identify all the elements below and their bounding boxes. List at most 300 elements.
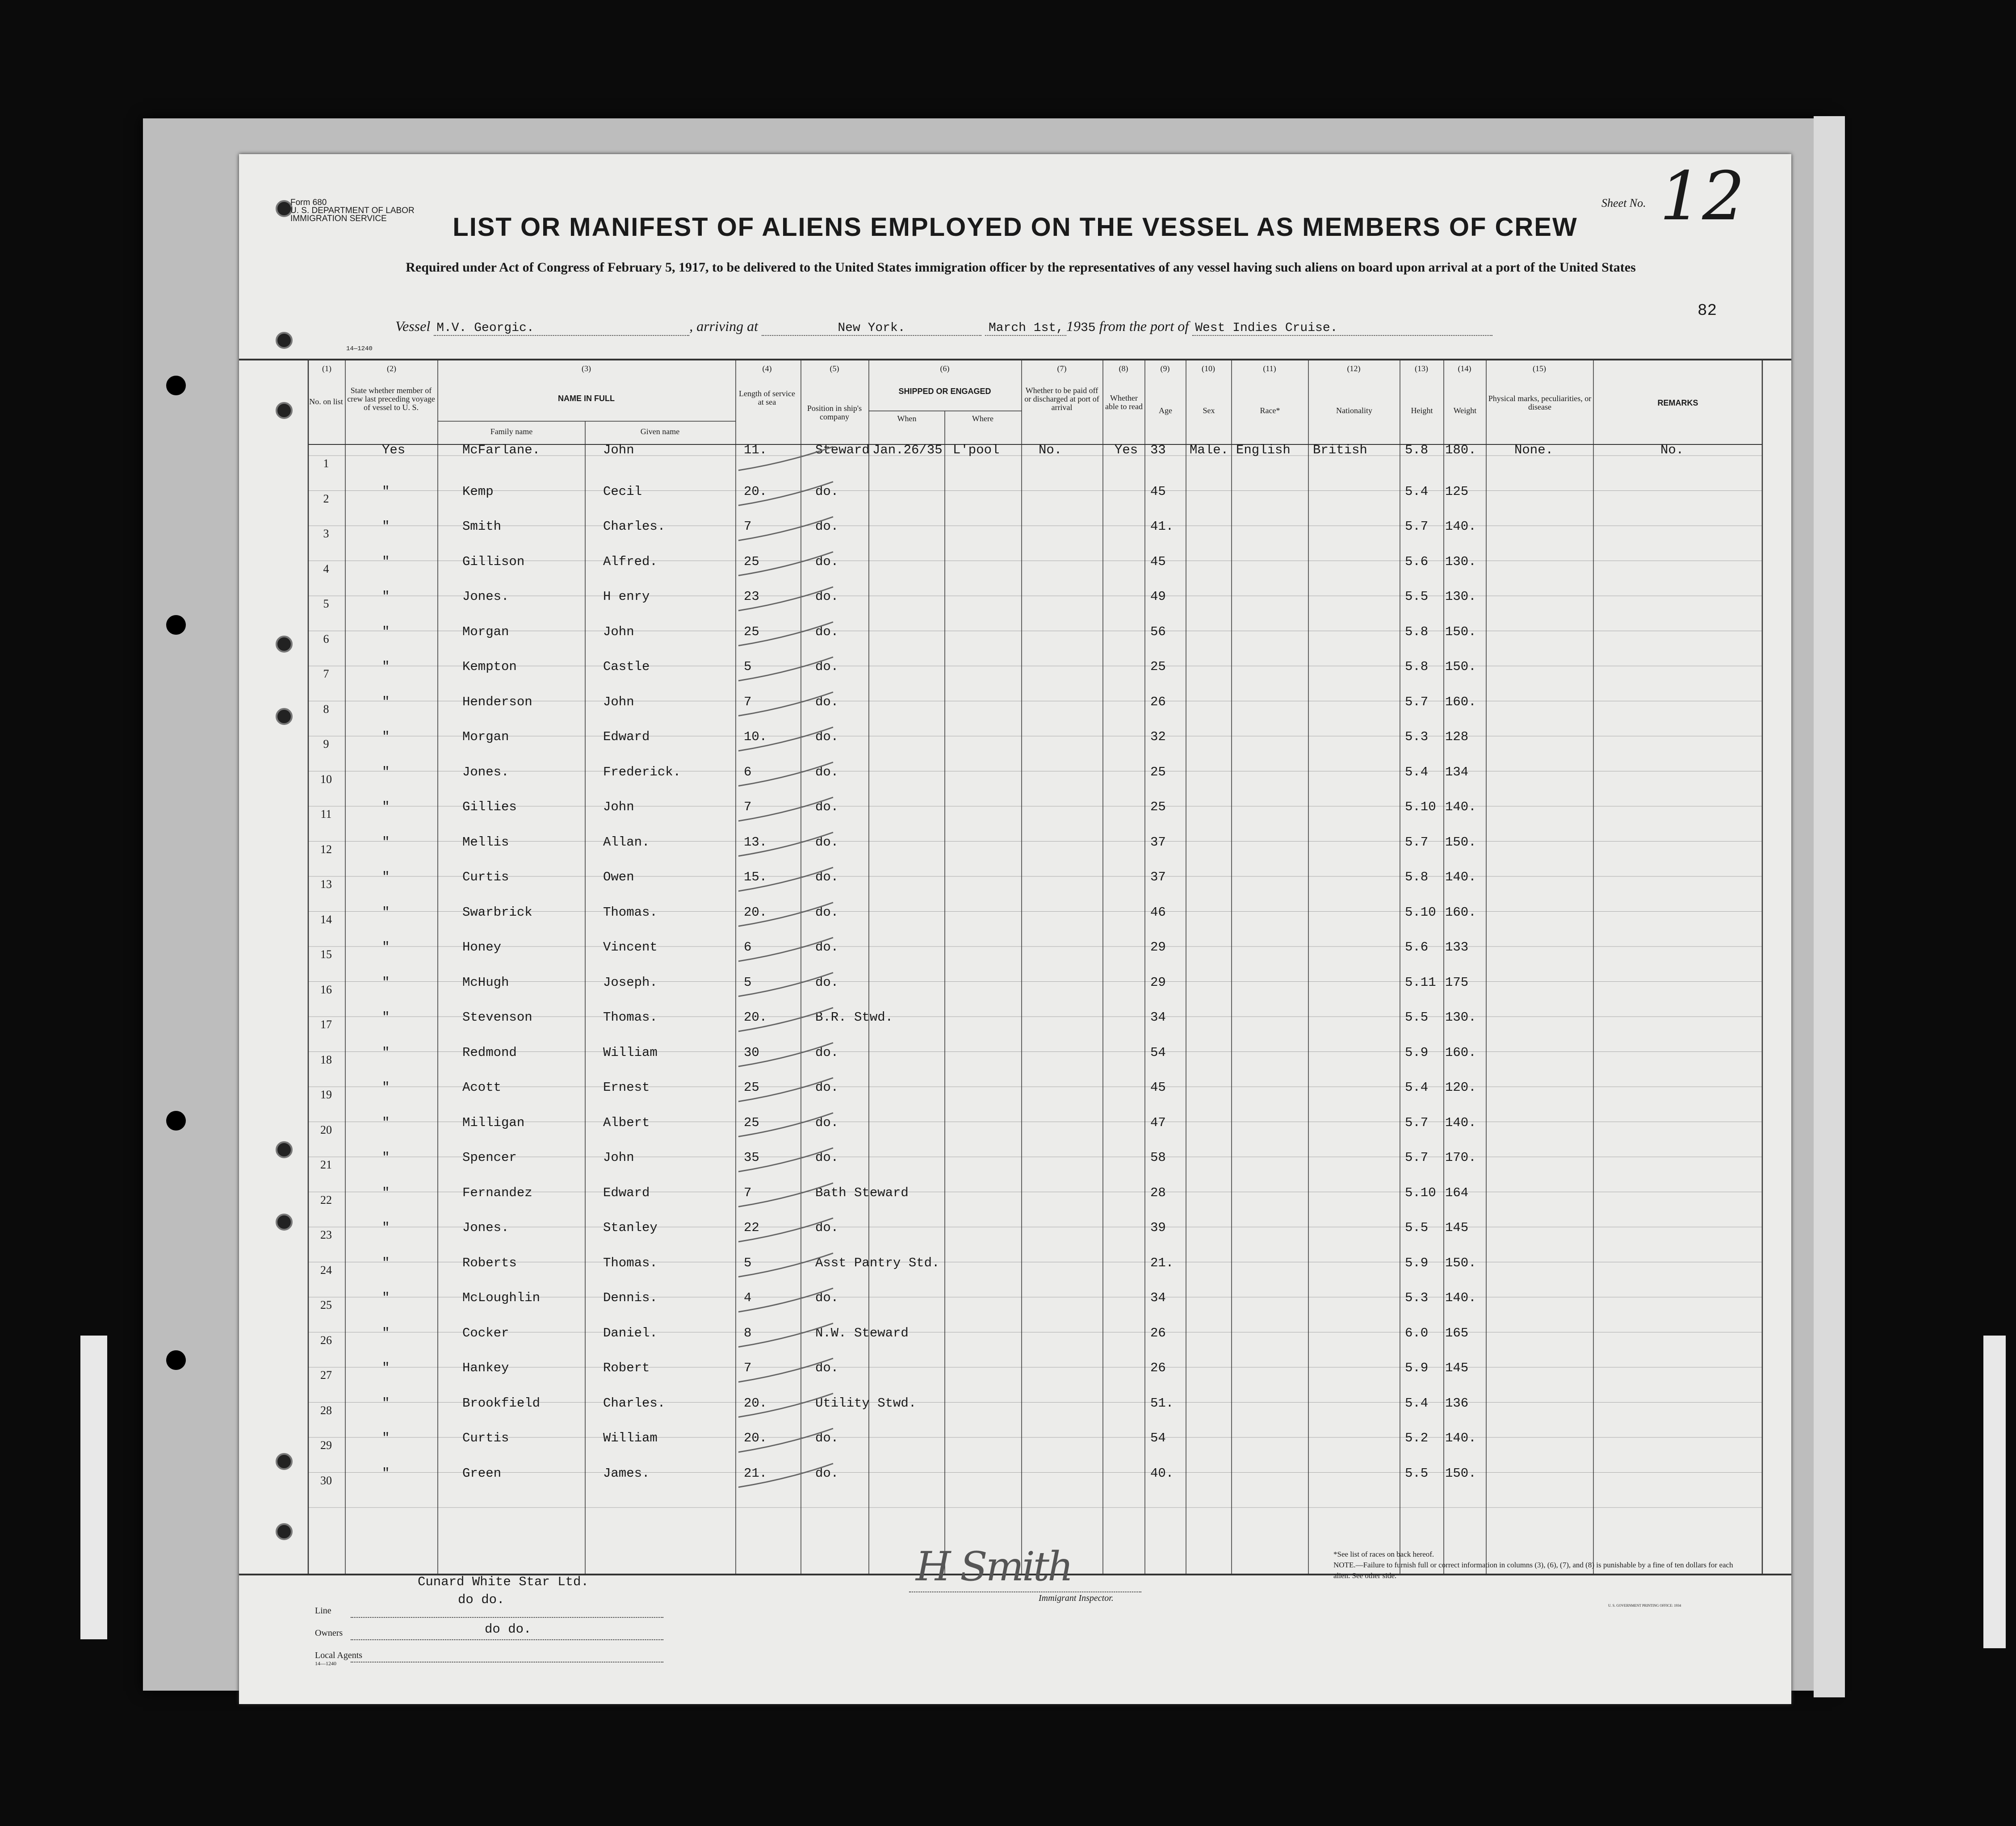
cell-previous-voyage: " (382, 1220, 390, 1235)
cell-position: Utility Stwd. (815, 1395, 917, 1411)
cell-length-of-service: 22 (744, 1220, 759, 1235)
cell-age: 26 (1150, 1361, 1166, 1375)
row-number: 13 (320, 878, 332, 891)
cell-length-of-service: 7 (744, 519, 752, 534)
row-number: 8 (323, 702, 329, 716)
cell-position: do. (815, 764, 839, 779)
cell-position: do. (815, 1115, 839, 1130)
cell-given-name: Charles. (603, 519, 666, 534)
manifest-sheet (239, 154, 1791, 1704)
row-number: 2 (323, 492, 329, 505)
cell-position: do. (815, 1220, 839, 1235)
department-line: U. S. DEPARTMENT OF LABOR (290, 206, 415, 215)
row-number: 6 (323, 632, 329, 645)
cell-weight: 170. (1445, 1150, 1476, 1165)
cell-length-of-service: 25 (744, 554, 759, 569)
cell-age: 46 (1150, 905, 1166, 920)
sheet-number: 12 (1660, 158, 1745, 235)
cell-weight: 150. (1445, 624, 1476, 639)
cell-position: do. (815, 975, 839, 990)
agents-value: do do. (485, 1622, 532, 1637)
cell-family-name: Redmond (462, 1045, 517, 1060)
owners-underline (351, 1639, 663, 1640)
cell-height: 5.8 (1405, 870, 1429, 884)
cell-height: 5.3 (1405, 729, 1429, 744)
cell-family-name: McHugh (462, 975, 509, 990)
page-title: LIST OR MANIFEST OF ALIENS EMPLOYED ON THE VESSEL AS MEMBERS OF CREW (453, 213, 1578, 242)
cell-height: 5.6 (1405, 554, 1429, 569)
cell-age: 56 (1150, 624, 1166, 639)
cell-height: 5.2 (1405, 1431, 1429, 1445)
cell-family-name: Kempton (462, 659, 517, 674)
cell-height: 5.7 (1405, 519, 1429, 534)
cell-length-of-service: 6 (744, 940, 752, 955)
cell-weight: 140. (1445, 800, 1476, 814)
cell-age: 37 (1150, 834, 1166, 850)
cell-height: 5.4 (1405, 484, 1429, 499)
line-underline (351, 1617, 663, 1618)
cell-given-name: John (603, 1150, 634, 1165)
inspector-label: Immigrant Inspector. (1039, 1593, 1114, 1603)
header-paid-off: Whether to be paid off or discharged at port of arrival (1024, 386, 1099, 412)
cell-position: do. (815, 940, 839, 955)
cell-family-name: Milligan (462, 1115, 525, 1130)
arriving-label: , arriving at (689, 318, 758, 334)
cell-remarks: No. (1660, 443, 1684, 457)
column-number: (7) (1057, 364, 1067, 373)
cell-given-name: John (603, 624, 634, 639)
year-prefix: 19 (1066, 318, 1081, 334)
row-number: 5 (323, 597, 329, 610)
cell-age: 33 (1150, 443, 1166, 457)
cell-length-of-service: 20. (744, 1010, 767, 1025)
pencil-check-mark (738, 1358, 833, 1382)
local-agents-label: Local Agents (315, 1650, 363, 1660)
cell-age: 39 (1150, 1220, 1166, 1235)
vessel-name: M.V. Georgic. (434, 321, 689, 336)
cell-height: 5.7 (1405, 834, 1429, 850)
header-where: Where (972, 414, 993, 423)
cell-age: 29 (1150, 975, 1166, 990)
header-family-name: Family name (490, 427, 533, 436)
cell-given-name: Albert (603, 1115, 650, 1130)
cell-previous-voyage: " (382, 834, 390, 850)
cell-previous-voyage: " (382, 1395, 390, 1411)
cell-previous-voyage: " (382, 1361, 390, 1375)
cell-length-of-service: 30 (744, 1045, 759, 1060)
header-race: Race* (1260, 406, 1280, 415)
pencil-check-mark (738, 1008, 833, 1031)
owners-label: Owners (315, 1628, 343, 1638)
column-number: (13) (1415, 364, 1428, 373)
column-number: (3) (582, 364, 591, 373)
row-number: 26 (320, 1333, 332, 1347)
from-port-label: from the port of (1099, 318, 1189, 334)
binder-hole (166, 615, 186, 635)
cell-weight: 140. (1445, 519, 1476, 534)
cell-previous-voyage: " (382, 1080, 390, 1095)
row-number: 9 (323, 737, 329, 750)
cell-position: B.R. Stwd. (815, 1010, 893, 1025)
row-number: 1 (323, 457, 329, 470)
cell-length-of-service: 10. (744, 729, 767, 744)
pencil-check-mark (738, 1148, 833, 1172)
cell-given-name: John (603, 800, 634, 814)
cell-weight: 133 (1445, 940, 1469, 955)
cell-weight: 150. (1445, 834, 1476, 850)
pencil-check-mark (738, 1464, 833, 1487)
cell-length-of-service: 7 (744, 1185, 752, 1200)
column-number: (6) (940, 364, 950, 373)
cell-family-name: Gillies (462, 800, 517, 814)
column-number: (12) (1347, 364, 1361, 373)
pencil-check-mark (738, 1113, 833, 1137)
pencil-check-mark (738, 657, 833, 681)
cell-given-name: Edward (603, 729, 650, 744)
cell-previous-voyage: " (382, 1150, 390, 1165)
cell-previous-voyage: " (382, 1010, 390, 1025)
header-when: When (897, 414, 917, 423)
header-height: Height (1411, 406, 1433, 415)
cell-length-of-service: 5 (744, 975, 752, 990)
cell-given-name: H enry (603, 589, 650, 604)
cell-weight: 164 (1445, 1185, 1469, 1200)
row-number: 21 (320, 1158, 332, 1171)
penalty-note: NOTE.—Failure to furnish full or correct information in columns (3), (6), (7), and (8) is punishable by a fine of ten dollars for each alien. See other side. (1333, 1561, 1733, 1580)
cell-weight: 160. (1445, 1045, 1476, 1060)
cell-previous-voyage: " (382, 1045, 390, 1060)
cell-able-to-read: Yes (1115, 443, 1138, 457)
cell-weight: 130. (1445, 589, 1476, 604)
cell-physical-marks: None. (1514, 443, 1554, 457)
pencil-check-mark (738, 1218, 833, 1242)
cell-previous-voyage: " (382, 975, 390, 990)
cell-weight: 150. (1445, 1466, 1476, 1481)
cell-height: 5.4 (1405, 1080, 1429, 1095)
cell-age: 25 (1150, 659, 1166, 674)
pencil-check-mark (738, 833, 833, 856)
cell-weight: 160. (1445, 905, 1476, 920)
corner-number: 82 (1697, 302, 1717, 320)
cell-given-name: Dennis. (603, 1290, 658, 1305)
pencil-check-mark (738, 762, 833, 786)
pencil-check-mark (738, 867, 833, 891)
service-line: IMMIGRATION SERVICE (290, 214, 387, 223)
cell-family-name: Fernandez (462, 1185, 532, 1200)
cell-position: do. (815, 1045, 839, 1060)
cell-height: 5.6 (1405, 940, 1429, 955)
header-position: Position in ship's company (807, 404, 862, 421)
cell-given-name: Stanley (603, 1220, 658, 1235)
cell-previous-voyage: " (382, 729, 390, 744)
cell-family-name: Green (462, 1466, 502, 1481)
header-nationality: Nationality (1336, 406, 1372, 415)
cell-given-name: Owen (603, 870, 634, 884)
binder-hole (166, 376, 186, 395)
cell-given-name: William (603, 1431, 658, 1445)
header-weight: Weight (1453, 406, 1477, 415)
cell-age: 34 (1150, 1290, 1166, 1305)
cell-previous-voyage: " (382, 1185, 390, 1200)
cell-position: do. (815, 1080, 839, 1095)
cell-previous-voyage: " (382, 1255, 390, 1270)
cell-weight: 130. (1445, 1010, 1476, 1025)
right-side-tab (1983, 1336, 2006, 1648)
cell-family-name: Mellis (462, 834, 509, 850)
cell-weight: 150. (1445, 1255, 1476, 1270)
cell-length-of-service: 13. (744, 834, 767, 850)
cell-family-name: Jones. (462, 589, 509, 604)
row-number: 12 (320, 842, 332, 856)
cell-weight: 125 (1445, 484, 1469, 499)
column-number: (10) (1202, 364, 1215, 373)
cell-position: do. (815, 870, 839, 884)
cell-length-of-service: 8 (744, 1325, 752, 1340)
footnotes (1333, 1549, 1735, 1581)
cell-position: Asst Pantry Std. (815, 1255, 940, 1270)
cell-given-name: Frederick. (603, 764, 681, 779)
cell-previous-voyage: " (382, 484, 390, 499)
header-sex: Sex (1203, 406, 1215, 415)
cell-age: 26 (1150, 694, 1166, 709)
cell-height: 5.5 (1405, 1466, 1429, 1481)
cell-age: 51. (1150, 1395, 1174, 1411)
cell-weight: 128 (1445, 729, 1469, 744)
pencil-check-mark (738, 622, 833, 646)
cell-length-of-service: 20. (744, 905, 767, 920)
row-number: 3 (323, 527, 329, 540)
pencil-check-mark (738, 1183, 833, 1207)
column-number: (8) (1119, 364, 1128, 373)
agents-code: 14—1240 (315, 1660, 336, 1667)
pencil-check-mark (738, 797, 833, 821)
cell-length-of-service: 21. (744, 1466, 767, 1481)
cell-length-of-service: 23 (744, 589, 759, 604)
cell-given-name: Thomas. (603, 1255, 658, 1270)
cell-position: do. (815, 484, 839, 499)
header-shipped-engaged: SHIPPED OR ENGAGED (898, 387, 991, 396)
cell-position: do. (815, 905, 839, 920)
pencil-check-mark (738, 973, 833, 997)
pencil-check-mark (738, 517, 833, 540)
cell-position: do. (815, 834, 839, 850)
cell-given-name: John (603, 443, 634, 457)
cell-height: 5.7 (1405, 1115, 1429, 1130)
cell-family-name: Honey (462, 940, 502, 955)
cell-paid-off: No. (1039, 443, 1062, 457)
cell-previous-voyage: " (382, 1325, 390, 1340)
binder-hole (166, 1350, 186, 1370)
header-able-to-read: Whether able to read (1105, 394, 1143, 411)
cell-weight: 160. (1445, 694, 1476, 709)
row-number: 22 (320, 1193, 332, 1206)
cell-previous-voyage: " (382, 519, 390, 534)
cell-previous-voyage: " (382, 764, 390, 779)
row-number: 30 (320, 1474, 332, 1487)
cell-length-of-service: 6 (744, 764, 752, 779)
cell-weight: 134 (1445, 764, 1469, 779)
cell-length-of-service: 4 (744, 1290, 752, 1305)
header-name-in-full: NAME IN FULL (558, 394, 615, 403)
row-number: 14 (320, 913, 332, 926)
cell-given-name: Charles. (603, 1395, 666, 1411)
cell-position: Steward (815, 443, 870, 457)
row-number: 25 (320, 1298, 332, 1311)
cell-length-of-service: 11. (744, 443, 767, 457)
pencil-check-mark (738, 1323, 833, 1347)
page-subtitle: Required under Act of Congress of February 5, 1917, to be delivered to the United States immigration officer by the representatives of any vessel having such aliens on board upon arrival at a port of the United States (406, 260, 1636, 275)
cell-age: 58 (1150, 1150, 1166, 1165)
cell-weight: 145 (1445, 1220, 1469, 1235)
cell-length-of-service: 25 (744, 624, 759, 639)
cell-age: 32 (1150, 729, 1166, 744)
cell-previous-voyage: " (382, 870, 390, 884)
cell-height: 5.5 (1405, 1010, 1429, 1025)
signature-underline (909, 1591, 1141, 1592)
cell-position: do. (815, 1361, 839, 1375)
cell-family-name: Jones. (462, 1220, 509, 1235)
header-physical-marks: Physical marks, peculiarities, or disease (1488, 394, 1592, 411)
cell-previous-voyage: " (382, 554, 390, 569)
cell-height: 5.3 (1405, 1290, 1429, 1305)
printer-imprint: U. S. GOVERNMENT PRINTING OFFICE: 1934 (1608, 1604, 1681, 1608)
cell-previous-voyage: " (382, 624, 390, 639)
cell-race: English (1236, 443, 1291, 457)
header-no-on-list: No. on list (309, 397, 343, 406)
left-side-tab (80, 1336, 107, 1639)
cell-height: 5.10 (1405, 800, 1436, 814)
cell-family-name: Kemp (462, 484, 494, 499)
cell-given-name: Cecil (603, 484, 642, 499)
agents-underline (351, 1662, 663, 1663)
cell-previous-voyage: " (382, 1466, 390, 1481)
cell-family-name: Swarbrick (462, 905, 532, 920)
column-number: (11) (1263, 364, 1276, 373)
row-number: 16 (320, 983, 332, 996)
cell-age: 45 (1150, 554, 1166, 569)
cell-previous-voyage: " (382, 800, 390, 814)
row-number: 23 (320, 1228, 332, 1241)
cell-given-name: William (603, 1045, 658, 1060)
cell-nationality: British (1313, 443, 1367, 457)
cell-where-shipped: L'pool (953, 443, 1000, 457)
cell-height: 5.9 (1405, 1361, 1429, 1375)
cell-previous-voyage: Yes (382, 443, 406, 457)
cell-position: do. (815, 800, 839, 814)
cell-height: 5.10 (1405, 1185, 1436, 1200)
cell-height: 5.10 (1405, 905, 1436, 920)
pencil-check-mark (738, 447, 833, 470)
cell-position: do. (815, 519, 839, 534)
binder-hole (166, 1111, 186, 1131)
cell-family-name: Stevenson (462, 1010, 532, 1025)
column-number: (2) (387, 364, 396, 373)
row-number: 24 (320, 1263, 332, 1277)
header-length-of-service: Length of service at sea (739, 389, 795, 406)
cell-age: 54 (1150, 1431, 1166, 1445)
row-number: 17 (320, 1018, 332, 1031)
arrival-date: March 1st, (985, 321, 1066, 336)
year-suffix: 35 (1080, 321, 1096, 335)
cell-previous-voyage: " (382, 1431, 390, 1445)
cell-position: do. (815, 1431, 839, 1445)
row-number: 4 (323, 562, 329, 575)
pencil-check-mark (738, 482, 833, 506)
header-previous-voyage: State whether member of crew last preceding voyage of vessel to U. S. (347, 386, 435, 412)
cell-family-name: McLoughlin (462, 1290, 541, 1305)
line-value: Cunard White Star Ltd. (418, 1575, 589, 1589)
cell-family-name: McFarlane. (462, 443, 541, 457)
cell-position: N.W. Steward (815, 1325, 909, 1340)
pencil-check-mark (738, 587, 833, 611)
cell-weight: 145 (1445, 1361, 1469, 1375)
cell-height: 5.8 (1405, 443, 1429, 457)
row-number: 7 (323, 667, 329, 680)
cell-family-name: Hankey (462, 1361, 509, 1375)
cell-previous-voyage: " (382, 589, 390, 604)
cell-given-name: Alfred. (603, 554, 658, 569)
pencil-check-mark (738, 1394, 833, 1417)
cell-height: 5.7 (1405, 1150, 1429, 1165)
cell-given-name: Thomas. (603, 1010, 658, 1025)
row-number: 11 (320, 808, 332, 821)
header-given-name: Given name (640, 427, 680, 436)
header-age: Age (1159, 406, 1172, 415)
cell-weight: 180. (1445, 443, 1476, 457)
cell-height: 5.9 (1405, 1045, 1429, 1060)
cell-weight: 140. (1445, 1115, 1476, 1130)
cell-age: 40. (1150, 1466, 1174, 1481)
pencil-check-mark (738, 727, 833, 751)
cell-family-name: Brookfield (462, 1395, 541, 1411)
cell-given-name: John (603, 694, 634, 709)
row-number: 15 (320, 948, 332, 961)
cell-age: 26 (1150, 1325, 1166, 1340)
cell-length-of-service: 15. (744, 870, 767, 884)
cell-length-of-service: 5 (744, 659, 752, 674)
column-number: (9) (1160, 364, 1170, 373)
cell-height: 5.4 (1405, 1395, 1429, 1411)
row-number: 10 (320, 772, 332, 786)
cell-family-name: Curtis (462, 870, 509, 884)
cell-previous-voyage: " (382, 694, 390, 709)
cell-position: do. (815, 624, 839, 639)
cell-weight: 140. (1445, 1431, 1476, 1445)
cell-given-name: Daniel. (603, 1325, 658, 1340)
header-remarks: REMARKS (1657, 398, 1698, 407)
owners-value: do do. (458, 1592, 505, 1607)
cell-height: 5.9 (1405, 1255, 1429, 1270)
cell-when-shipped: Jan.26/35 (872, 443, 943, 457)
cell-weight: 165 (1445, 1325, 1469, 1340)
cell-age: 29 (1150, 940, 1166, 955)
cell-previous-voyage: " (382, 1290, 390, 1305)
cell-height: 6.0 (1405, 1325, 1429, 1340)
column-number: (14) (1458, 364, 1471, 373)
cell-age: 25 (1150, 800, 1166, 814)
cell-length-of-service: 20. (744, 1395, 767, 1411)
vessel-label: Vessel (395, 318, 431, 334)
cell-length-of-service: 25 (744, 1080, 759, 1095)
pencil-check-mark (738, 1428, 833, 1452)
sheet-number-label: Sheet No. (1601, 197, 1646, 209)
cell-weight: 136 (1445, 1395, 1469, 1411)
cell-weight: 120. (1445, 1080, 1476, 1095)
cell-given-name: James. (603, 1466, 650, 1481)
cell-given-name: Allan. (603, 834, 650, 850)
cell-weight: 140. (1445, 870, 1476, 884)
pencil-check-mark (738, 1078, 833, 1101)
